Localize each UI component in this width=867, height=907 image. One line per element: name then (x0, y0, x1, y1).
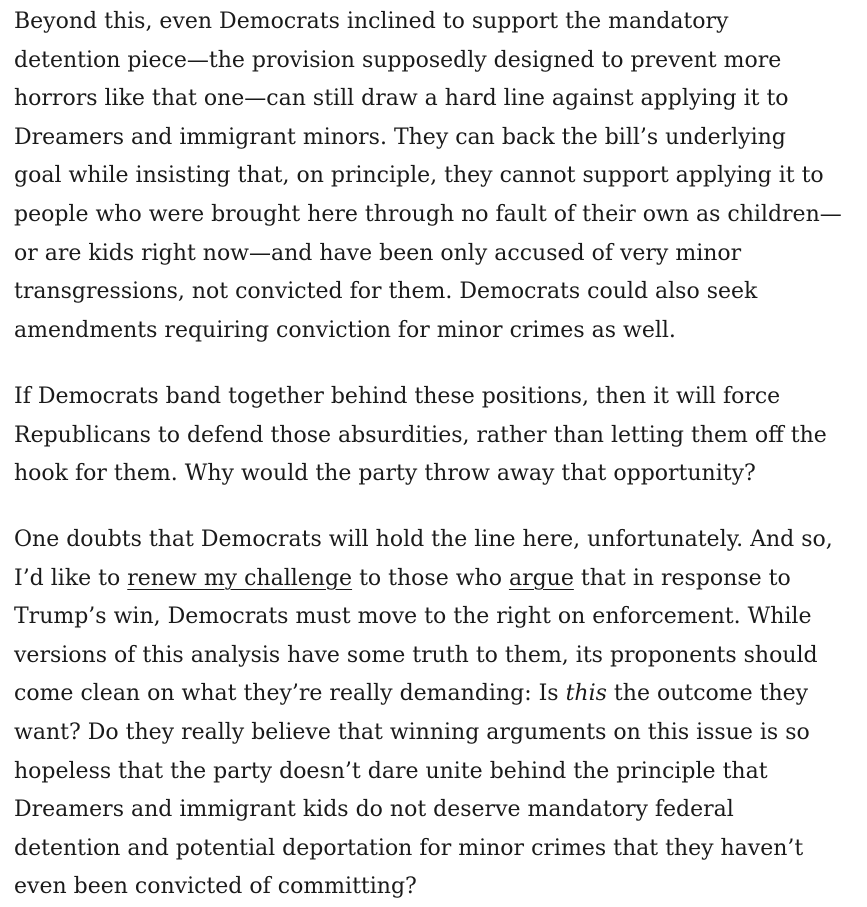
text-line (14, 560, 860, 599)
paragraph-3 (14, 521, 860, 907)
text-line: people who were brought here through no fault of their own as children— (14, 201, 842, 227)
text-line: amendments requiring conviction for minor crimes as well. (14, 317, 676, 343)
text-segment: to those who (352, 565, 509, 591)
text-line: Republicans to defend those absurdities, rather than letting them off the (14, 422, 827, 448)
renew-my-challenge-link[interactable]: renew my challenge (127, 565, 353, 591)
text-line: detention piece—the provision supposedly designed to prevent more (14, 47, 782, 73)
paragraph-1 (14, 3, 860, 350)
text-segment: come clean on what they’re really demanding: Is (14, 681, 566, 707)
text-segment: I’d like to (14, 565, 128, 591)
text-line: goal while insisting that, on principle, they cannot support applying it to (14, 163, 824, 189)
text-line: Trump’s win, Democrats must move to the right on enforcement. While (14, 604, 812, 630)
text-line: horrors like that one—can still draw a hard line against applying it to (14, 86, 789, 112)
text-line: If Democrats band together behind these positions, then it will force (14, 384, 781, 409)
text-line: versions of this analysis have some truth to them, its proponents should (14, 642, 818, 668)
emphasis-text: this (565, 681, 607, 707)
text-segment: the outcome they (606, 681, 809, 707)
text-line: transgressions, not convicted for them. Democrats could also seek (14, 279, 758, 305)
text-line: want? Do they really believe that winning arguments on this issue is so (14, 719, 810, 745)
paragraph-2 (14, 378, 860, 494)
text-line: detention and potential deportation for minor crimes that they haven’t (14, 835, 804, 861)
text-line: Beyond this, even Democrats inclined to support the mandatory (14, 9, 729, 34)
text-segment: that in response to (573, 565, 791, 591)
argue-link[interactable]: argue (508, 565, 574, 591)
text-line: Dreamers and immigrant minors. They can back the bill’s underlying (14, 124, 786, 150)
text-line: even been convicted of committing? (14, 874, 417, 900)
text-line (14, 675, 860, 714)
text-line: One doubts that Democrats will hold the line here, unfortunately. And so, (14, 527, 833, 552)
text-line: or are kids right now—and have been only accused of very minor (14, 240, 742, 266)
text-line: hopeless that the party doesn’t dare unite behind the principle that (14, 758, 768, 784)
text-line: Dreamers and immigrant kids do not deserve mandatory federal (14, 797, 734, 823)
text-line: hook for them. Why would the party throw away that opportunity? (14, 461, 756, 487)
